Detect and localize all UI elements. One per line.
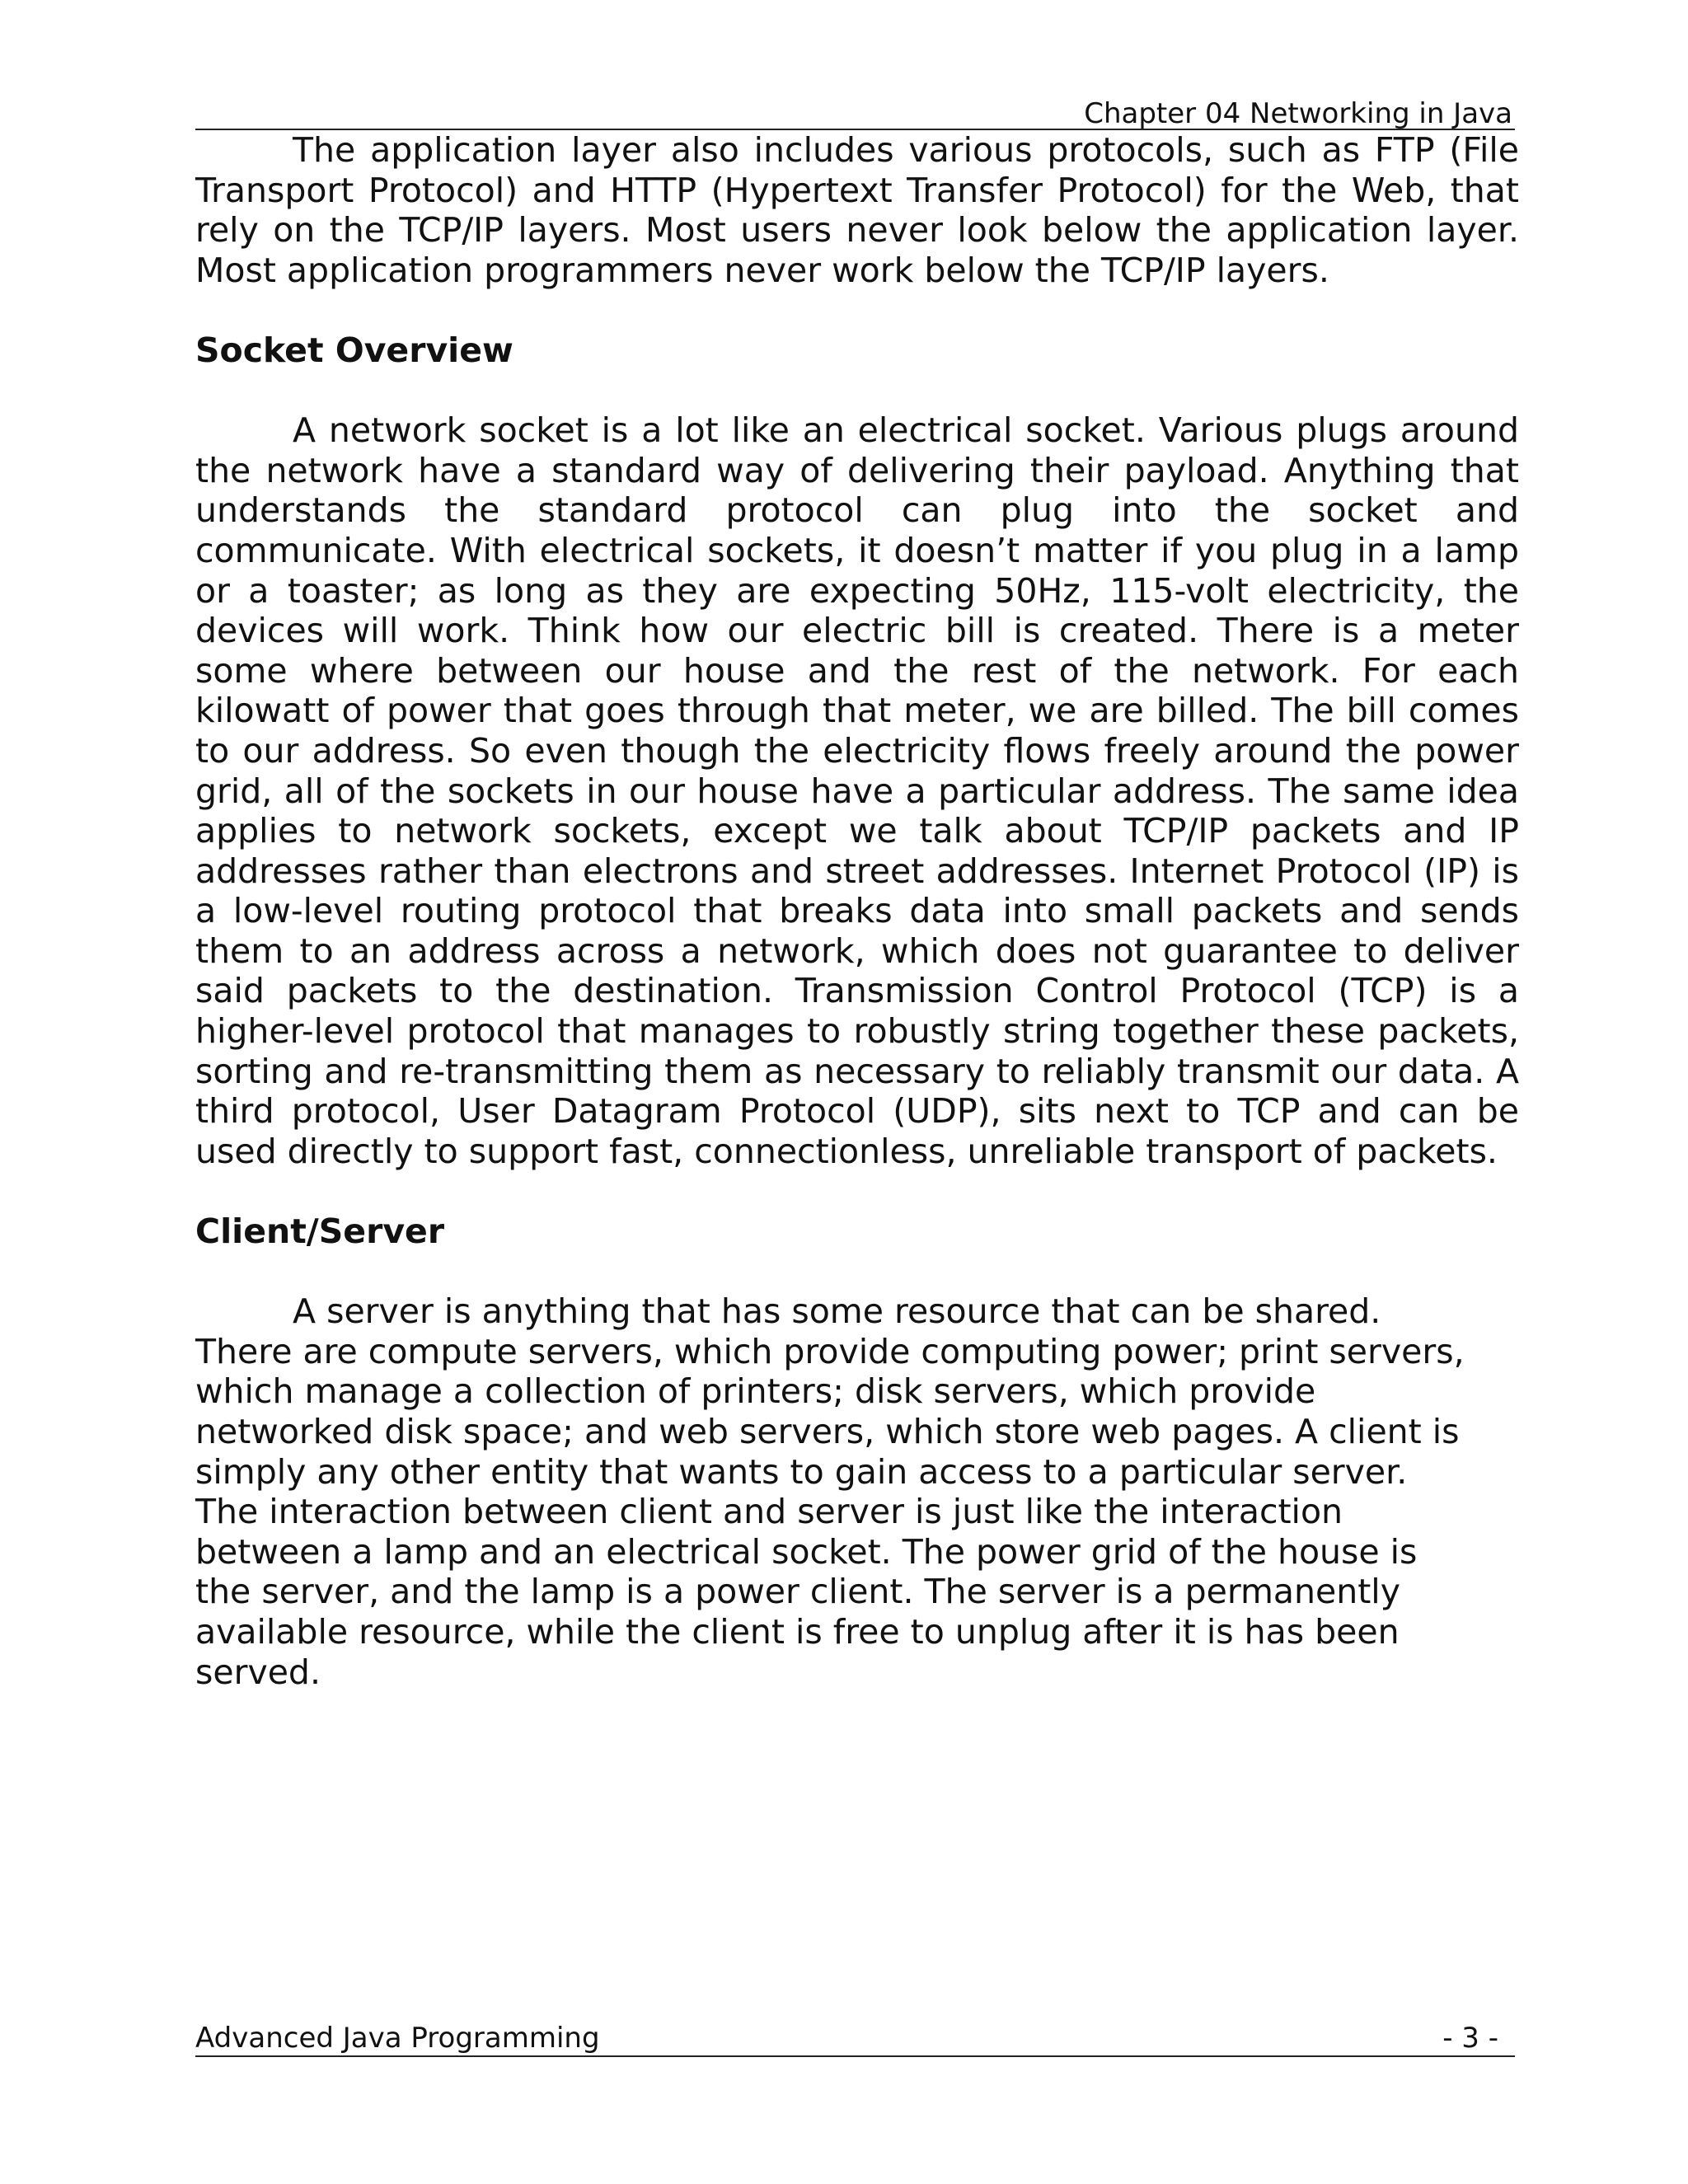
- section-heading-client-server: Client/Server: [195, 1212, 445, 1252]
- running-footer: [195, 2021, 1515, 2057]
- spacer: [195, 371, 1519, 411]
- spacer: [195, 1252, 1519, 1292]
- chapter-title: Chapter 04 Networking in Java: [1084, 97, 1512, 130]
- socket-overview-paragraph: A network socket is a lot like an electrical socket. Various plugs around the network have a standard way of delivering their payload. Anything that understands the standard protocol can plug into the socket and communicate. With electrical sockets, it doesn’t matter if you plug in a lamp or a toaster; as long as they are expecting 50Hz, 115-volt electricity, the devices will work. Think how our electric bill is created. There is a meter some where between our house and the rest of the network. For each kilowatt of power that goes through that meter, we are billed. The bill comes to our address. So even though the electricity flows freely around the power grid, all of the sockets in our house have a particular address. The same idea applies to network sockets, except we talk about TCP/IP packets and IP addresses rather than electrons and street addresses. Internet Protocol (IP) is a low-level routing protocol that breaks data into small packets and sends them to an address across a network, which does not guarantee to deliver said packets to the destination. Transmission Control Protocol (TCP) is a higher-level protocol that manages to robustly string together these packets, sorting and re-transmitting them as necessary to reliably transmit our data. A third protocol, User Datagram Protocol (UDP), sits next to TCP and can be used directly to support fast, connectionless, unreliable transport of packets.: [195, 410, 1519, 1171]
- page-number: - 3 -: [1442, 2022, 1498, 2055]
- page-content: [195, 130, 1519, 1692]
- section-heading-socket-overview: Socket Overview: [195, 330, 513, 370]
- client-server-paragraph: A server is anything that has some resource that can be shared. There are compute servers, which provide computing power; print servers, which manage a collection of printers; disk servers, which provide networked disk space; and web servers, which store web pages. A client is simply any other entity that wants to gain access to a particular server. The interaction between client and server is just like the interaction between a lamp and an electrical socket. The power grid of the house is the server, and the lamp is a power client. The server is a permanently available resource, while the client is free to unplug after it is has been served.: [195, 1291, 1465, 1692]
- spacer: [195, 290, 1519, 330]
- intro-paragraph: The application layer also includes various protocols, such as FTP (File Transport Protocol) and HTTP (Hypertext Transfer Protocol) for the Web, that rely on the TCP/IP layers. Most users never look below the application layer. Most application programmers never work below the TCP/IP layers.: [195, 130, 1519, 290]
- book-title: Advanced Java Programming: [195, 2022, 600, 2055]
- spacer: [195, 1171, 1519, 1212]
- running-header: [195, 97, 1515, 130]
